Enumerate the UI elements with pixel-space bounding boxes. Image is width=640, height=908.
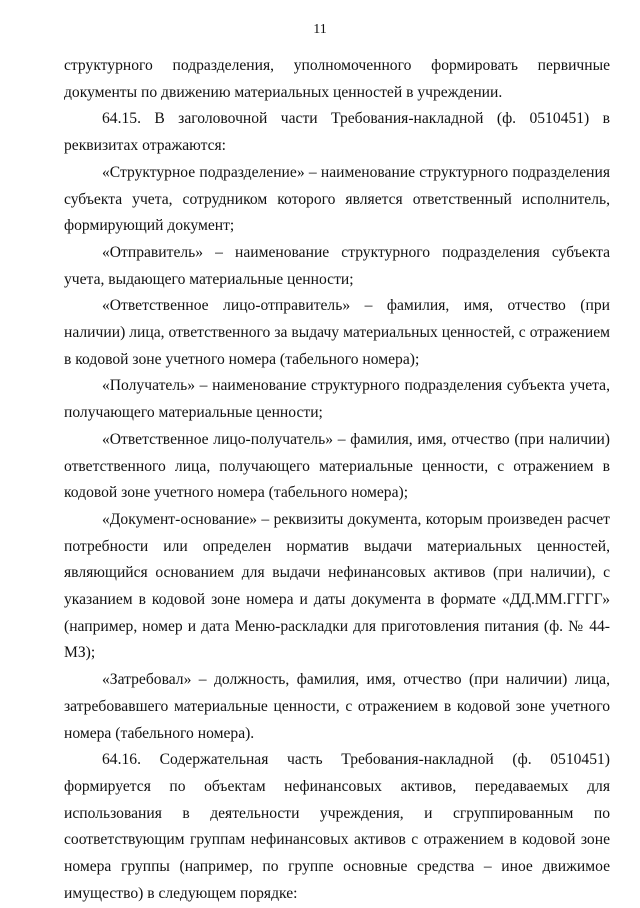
paragraph: «Ответственное лицо-получатель» – фамилия, имя, отчество (при наличии) ответственного лица, получающего материальные ценности, с отражением в кодовой зоне учетного номера (табельного номера); bbox=[64, 430, 610, 502]
document-body bbox=[64, 53, 610, 908]
paragraph: «Затребовал» – должность, фамилия, имя, отчество (при наличии) лица, затребовавшего материальные ценности, с отражением в кодовой зоне учетного номера (табельного номера). bbox=[64, 671, 610, 742]
paragraph: 64.15. В заголовочной части Требования-накладной (ф. 0510451) в реквизитах отражаются: bbox=[64, 110, 610, 155]
paragraph: «Структурное подразделение» – наименование структурного подразделения субъекта учета, сотрудником которого является ответственный исполнитель, формирующий документ; bbox=[64, 163, 610, 235]
paragraph: 64.16. Содержательная часть Требования-накладной (ф. 0510451) формируется по объектам нефинансовых активов, передаваемых для использования в деятельности учреждения, и сгруппированным по соответствующим группам нефинансовых активов с отражением в кодовой зоне номера группы (например, по группе основные средства – иное движимое имущество) в следующем порядке: bbox=[64, 751, 610, 902]
paragraph: «Отправитель» – наименование структурного подразделения субъекта учета, выдающего материальные ценности; bbox=[64, 243, 610, 288]
paragraph: структурного подразделения, уполномоченного формировать первичные документы по движению материальных ценностей в учреждении. bbox=[64, 57, 610, 101]
paragraph: «Получатель» – наименование структурного подразделения субъекта учета, получающего материальные ценности; bbox=[64, 377, 610, 422]
page-number: 11 bbox=[313, 22, 327, 37]
paragraph: «Документ-основание» – реквизиты документа, которым произведен расчет потребности или определен норматив выдачи материальных ценностей, являющийся основанием для выдачи нефинансовых активов (при наличии), с указанием в кодовой зоне номера и даты документа в формате «ДД.ММ.ГГГГ» (например, номер и дата Меню-раскладки для приготовления питания (ф. № 44-МЗ); bbox=[64, 510, 610, 662]
paragraph: «Ответственное лицо-отправитель» – фамилия, имя, отчество (при наличии) лица, ответственного за выдачу материальных ценностей, с отражением в кодовой зоне учетного номера (табельного номера); bbox=[64, 297, 610, 368]
